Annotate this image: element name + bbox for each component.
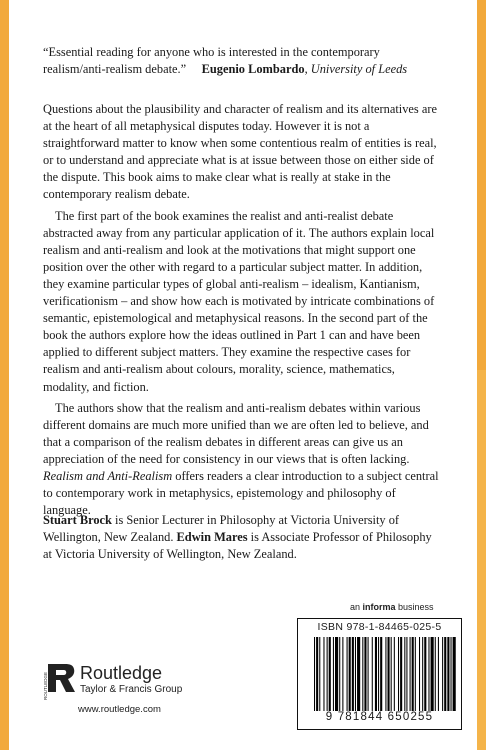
paragraph-2: The first part of the book examines the realist and anti-realist debate abstracted away from any particular application of it. The authors explain local realism and anti-realism and look at the motivations that might support one position over the other with regard to a particular subject matter. In addition, they examine particular types of global anti-realism – idealism, Kantianism, verificationism – and show how each is motivated by intricate combinations of semantic, epistemological and metaphysical reasons. In the second part of the book the authors explore how the ideas outlined in Part 1 can and have been applied to different subject matters. They examine the respective cases for realism and anti-realism about colours, morality, science, mathematics, modality, and fiction. [43,208,435,394]
informa-tagline [350,602,434,612]
barcode-bar [435,637,436,711]
barcode-bar [453,637,456,711]
barcode-bar [428,637,429,711]
barcode-bar [415,637,416,711]
barcode-bar [362,637,363,711]
barcode-bar [388,637,390,711]
paragraph-3-start: The authors show that the realism and anti-realism debates within various different domains are much more unified than we are often led to believe, and that a comparison of the realism debates in different areas can give us an appreciation of the need for consistency in our views that is often lacking. [43,400,429,466]
quote-text: “Essential reading for anyone who is interested in the contemporary realism/anti-realism debate.” [43,45,380,76]
author-bio [43,512,443,563]
orange-edge [477,370,486,750]
publisher-block [80,663,182,696]
barcode-bar [451,637,452,711]
barcode-bar [422,637,423,711]
barcode-bar [438,637,439,711]
barcode-bar [349,637,351,711]
barcode-bar [385,637,386,711]
barcode-bar [419,637,420,711]
paragraph-1: Questions about the plausibility and character of realism and its alternatives are at the heart of all metaphysical disputes today. However it is not a straightforward matter to know when some contentious realm of entities is real, or to understand and appreciate what is at issue between those on either side of the dispute. This book aims to make clear what is really at stake in the contemporary realism debate. [43,102,437,202]
barcode-bars [314,637,454,711]
barcode-bar [431,637,434,711]
barcode-bar [394,637,395,711]
author-2-bio: is Associate Professor of Philosophy at Victoria University of Wellington, New Zealand. [43,530,432,562]
author-1-name: Stuart Brock [43,513,112,527]
publisher-name: Routledge [80,663,163,683]
review-quote: “Essential reading for anyone who is interested in the contemporary realism/anti-realism debate.” Eugenio Lombardo, University of Leeds [43,45,408,76]
barcode-bar [412,637,414,711]
quote-affiliation: University of Leeds [310,62,408,76]
barcode-bar [323,637,324,711]
barcode-bar [375,637,377,711]
barcode-bar [327,637,328,711]
informa-prefix: an [350,602,363,612]
barcode-bar [372,637,373,711]
barcode-bar [355,637,356,711]
barcode-bar [406,637,407,711]
informa-suffix: business [395,602,434,612]
barcode-bar [391,637,392,711]
barcode-bar [442,637,443,711]
barcode-bar [447,637,449,711]
barcode-box [297,618,462,730]
barcode-bar [314,637,315,711]
blurb [43,101,443,519]
logo-vertical-text: ROUTLEDGE [43,671,48,700]
barcode-bar [364,637,366,711]
informa-brand: informa [362,602,396,612]
barcode-bar [378,637,379,711]
barcode-bar [424,637,426,711]
barcode-bar [352,637,354,711]
barcode-bar [333,637,334,711]
barcode-bar [380,637,382,711]
barcode-digits: 9 781844 650255 [325,711,434,723]
paragraph-3-end: offers readers a clear introduction to a subject central to contemporary work in metaphysics, epistemology and philosophy of language. [43,468,439,518]
author-2-name: Edwin Mares [176,530,248,545]
barcode-bar [329,637,331,711]
barcode-bar [347,637,348,711]
paragraph-3 [43,400,443,520]
barcode-bar [339,637,340,711]
quote-author: Eugenio Lombardo [201,62,305,76]
author-1-bio: is Senior Lecturer in Philosophy at Victoria University of Wellington, New Zealand. [43,513,400,545]
isbn-text: ISBN 978-1-84465-025-5 [317,621,442,633]
barcode-bar [316,637,318,711]
barcode-bar [319,637,320,711]
publisher-group: Taylor & Francis Group [80,684,183,695]
barcode-bar [335,637,338,711]
barcode-bar [404,637,405,711]
barcode-bar [444,637,446,711]
barcode-bar [357,637,360,711]
publisher-url: www.routledge.com [78,704,161,715]
barcode-bar [410,637,411,711]
barcode-bar [368,637,369,711]
book-title: Realism and Anti-Realism [43,468,173,483]
barcode-bar [398,637,399,711]
barcode-bar [342,637,343,711]
barcode-bar [400,637,402,711]
